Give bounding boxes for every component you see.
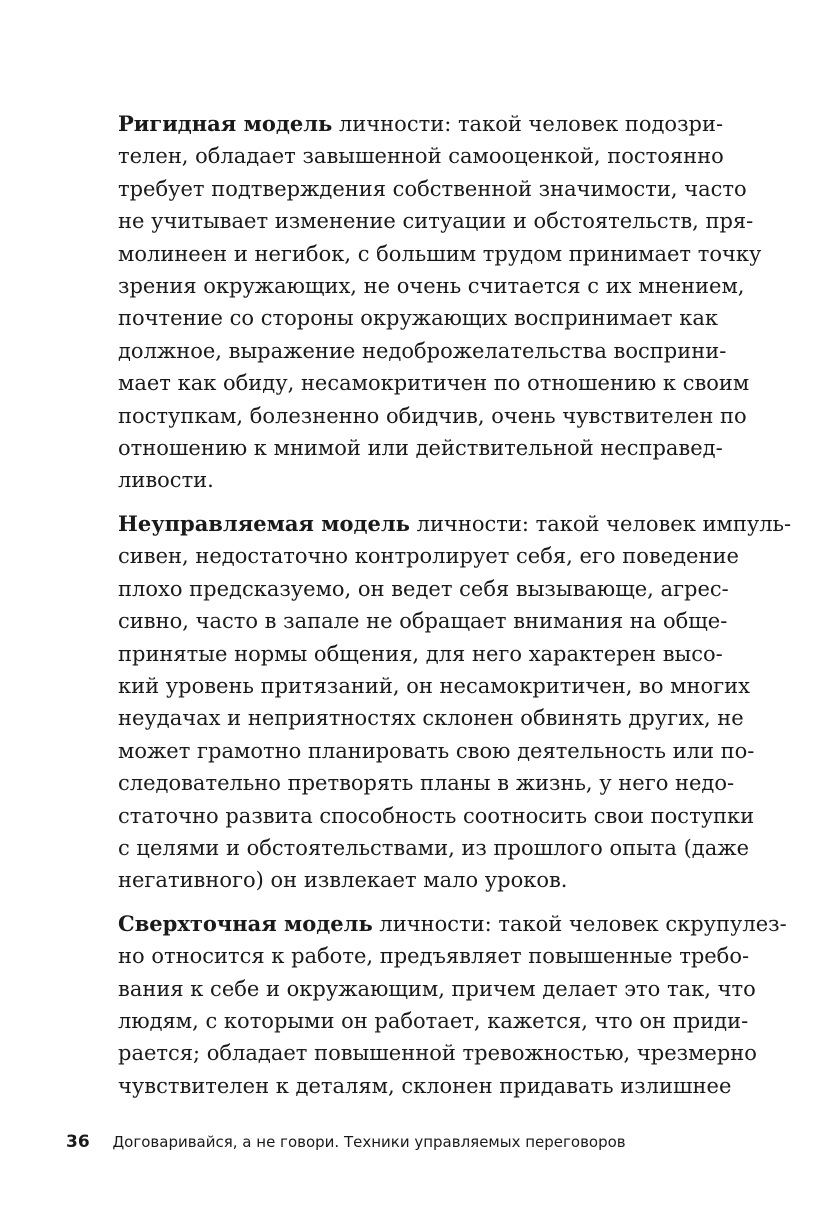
text-line: мает как обиду, несамокритичен по отношению к своим: [118, 371, 750, 396]
page-footer: [66, 1132, 626, 1152]
text-line-continuation: личности: такой человек импуль-: [409, 511, 792, 536]
text-line: кий уровень притязаний, он несамокритичен, во многих: [118, 673, 750, 698]
text-line: поступкам, болезненно обидчив, очень чувствителен по: [118, 403, 747, 428]
text-line: статочно развита способность соотносить свои поступки: [118, 803, 755, 828]
text-line: должное, выражение недоброжелательства восприни-: [118, 338, 727, 363]
text-line: [118, 508, 792, 540]
paragraph-hyperaccurate-model: [118, 908, 787, 1102]
term-hyperaccurate-model: Сверхточная модель: [118, 910, 373, 936]
text-line: с целями и обстоятельствами, из прошлого опыта (даже: [118, 835, 750, 860]
text-line: негативного) он извлекает мало уроков.: [118, 868, 568, 893]
paragraph-unmanageable-model: [118, 508, 792, 897]
text-line: зрения окружающих, не очень считается с их мнением,: [118, 274, 745, 299]
text-line: требует подтверждения собственной значимости, часто: [118, 176, 747, 201]
term-rigid-model: Ригидная модель: [118, 111, 333, 136]
term-unmanageable-model: Неуправляемая модель: [118, 510, 410, 536]
text-line: людям, с которыми он работает, кажется, что он приди-: [118, 1008, 749, 1033]
text-line: ливости.: [118, 468, 214, 493]
text-line: чувствителен к деталям, склонен придавать излишнее: [118, 1073, 732, 1098]
text-line: может грамотно планировать свою деятельность или по-: [118, 738, 755, 763]
text-line: телен, обладает завышенной самооценкой, постоянно: [118, 144, 724, 169]
text-line: неудачах и неприятностях склонен обвинять других, не: [118, 706, 744, 731]
text-line: плохо предсказуемо, он ведет себя вызывающе, агрес-: [118, 576, 729, 601]
text-line: [118, 908, 787, 940]
text-line: сивно, часто в запале не обращает внимания на обще-: [118, 609, 728, 634]
page-body: [118, 108, 792, 1113]
text-line: не учитывает изменение ситуации и обстоятельств, пря-: [118, 209, 754, 234]
paragraph-rigid-model: [118, 108, 762, 497]
page-number: 36: [66, 1132, 90, 1152]
text-line: принятые нормы общения, для него характерен высо-: [118, 641, 723, 666]
text-line: [118, 108, 724, 140]
text-line: почтение со стороны окружающих воспринимает как: [118, 306, 718, 331]
text-line-continuation: личности: такой человек скрупулез-: [372, 911, 787, 936]
text-line: молинеен и негибок, с большим трудом принимает точку: [118, 241, 762, 266]
text-line: отношению к мнимой или действительной несправед-: [118, 436, 723, 461]
text-line: следовательно претворять планы в жизнь, у него недо-: [118, 771, 735, 796]
text-line-continuation: личности: такой человек подозри-: [332, 112, 724, 136]
text-line: но относится к работе, предъявляет повышенные требо-: [118, 944, 750, 969]
running-title: Договаривайся, а не говори. Техники управляемых переговоров: [112, 1133, 626, 1151]
text-line: рается; обладает повышенной тревожностью, чрезмерно: [118, 1041, 757, 1066]
text-line: сивен, недостаточно контролирует себя, его поведение: [118, 544, 739, 569]
text-line: вания к себе и окружающим, причем делает это так, что: [118, 976, 756, 1001]
